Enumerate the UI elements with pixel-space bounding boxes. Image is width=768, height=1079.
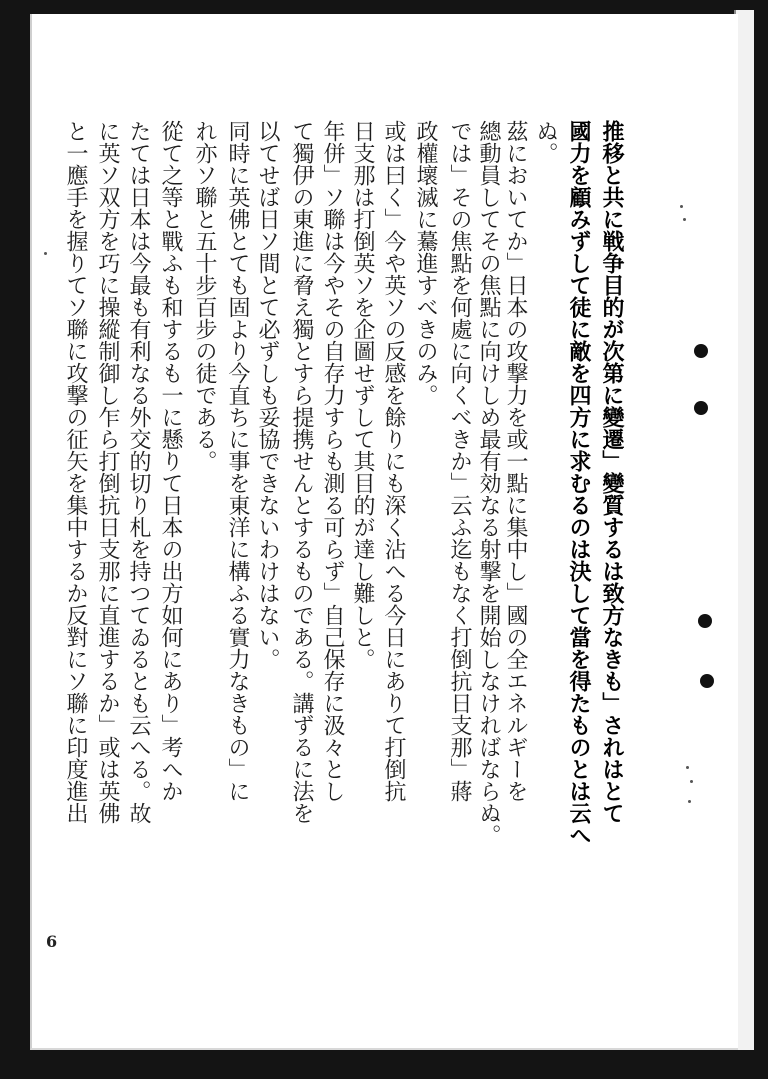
text-column: 同時に英佛とても固より今直ちに事を東洋に構ふる實力なきもの」に	[225, 120, 250, 802]
text-column: 推移と共に戦争目的が次第に變遷」變質するは致方なきも」されはとて	[599, 120, 625, 824]
punch-hole	[698, 614, 712, 628]
scan-speck	[690, 780, 693, 783]
text-column: ぬ。	[533, 120, 558, 164]
punch-hole	[700, 674, 714, 688]
text-column: では」その焦點を何處に向くべきか」云ふ迄もなく打倒抗日支那」蔣	[447, 120, 472, 802]
text-column: 茲においてか」日本の攻撃力を或一點に集中し」國の全エネルギーを	[503, 120, 528, 802]
text-column: と一應手を握りてソ聯に攻撃の征矢を集中するか反對にソ聯に印度進出	[63, 120, 88, 824]
text-column: 總動員してその焦點に向けしめ最有効なる射撃を開始しなければならぬ。	[476, 120, 501, 846]
text-column: 年併」ソ聯は今やその自存力すらも測る可らず」自己保存に汲々とし	[320, 120, 345, 802]
text-column: に英ソ双方を巧に操縱制御し乍ら打倒抗日支那に直進するか」或は英佛	[95, 120, 120, 824]
text-column: たては日本は今最も有利なる外交的切り札を持つてゐるとも云へる。故	[126, 120, 151, 824]
text-column: 或は曰く」今や英ソの反感を餘りにも深く沾へる今日にありて打倒抗	[381, 120, 406, 802]
scan-speck	[688, 800, 691, 803]
text-column: 從て之等と戰ふも和するも一に懸りて日本の出方如何にあり」考へか	[158, 120, 183, 802]
text-column: て獨伊の東進に脅え獨とすら提携せんとするものである。講ずるに法を	[289, 120, 314, 824]
scan-speck	[680, 205, 683, 208]
text-column: 日支那は打倒英ソを企圖せずして其目的が達し難しと。	[350, 120, 375, 670]
scan-speck	[44, 252, 47, 255]
scan-speck	[683, 218, 686, 221]
punch-hole	[694, 401, 708, 415]
text-column: 國力を顧みずして徒に敵を四方に求むるのは決して當を得たものとは云へ	[566, 120, 592, 846]
text-column: れ亦ソ聯と五十步百步の徒である。	[192, 120, 217, 472]
text-column: 以てせば日ソ間とて必ずしも妥協できないわけはない。	[255, 120, 280, 670]
page-number: 6	[46, 932, 58, 951]
scan-speck	[686, 766, 689, 769]
punch-hole	[694, 344, 708, 358]
text-column: 政權壞滅に驀進すべきのみ。	[413, 120, 438, 406]
